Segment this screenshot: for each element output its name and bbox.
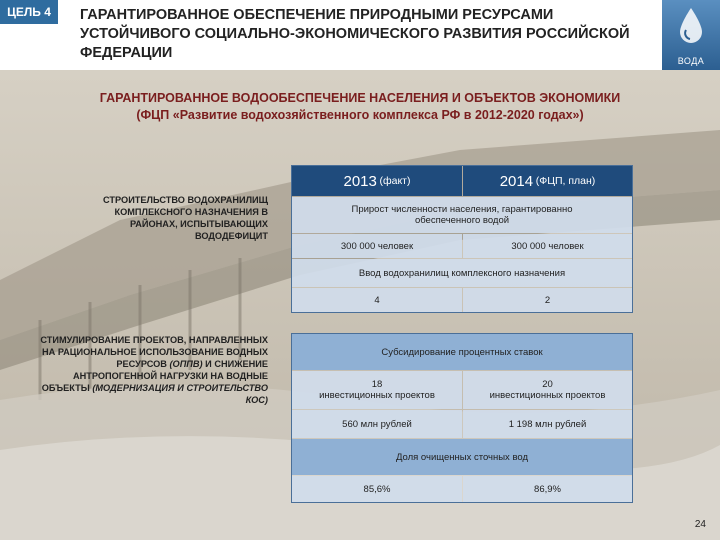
investment-2013-count: 18 [371,379,383,390]
wastewater-title: Доля очищенных сточных вод [292,439,632,475]
header-2013-year: 2013 [343,172,377,190]
header-2013 [292,166,462,196]
investment-2014-label: инвестиционных проектов [489,390,606,401]
subsidy-title: Субсидирование процентных ставок [292,334,632,370]
reservoirs-title: Ввод водохранилищ комплексного назначения [292,259,632,287]
subtitle-line-1: ГАРАНТИРОВАННОЕ ВОДООБЕСПЕЧЕНИЕ НАСЕЛЕНИЯ И ОБЪЕКТОВ ЭКОНОМИКИ [99,91,621,105]
left-label-projects-main: СТИМУЛИРОВАНИЕ ПРОЕКТОВ, НАПРАВЛЕННЫХ НА РАЦИОНАЛЬНОЕ ИСПОЛЬЗОВАНИЕ ВОДНЫХ РЕСУРСОВ [40,335,268,369]
investment-2013-label: инвестиционных проектов [319,390,435,401]
water-label: ВОДА [677,56,705,66]
header-2014 [463,166,632,196]
investment-2013 [292,371,462,409]
wastewater-2013: 85,6% [292,476,462,502]
left-label-projects-mid: И СНИЖЕНИЕ АНТРОПОГЕННОЙ НАГРУЗКИ НА ВОДНЫЕ ОБЪЕКТЫ [41,359,268,393]
header-2013-note: (факт) [379,175,411,187]
population-title: Прирост численности населения, гарантированно обеспеченного водой [292,197,632,233]
reservoirs-2013: 4 [292,288,462,312]
left-label-reservoirs: СТРОИТЕЛЬСТВО ВОДОХРАНИЛИЩ КОМПЛЕКСНОГО НАЗНАЧЕНИЯ В РАЙОНАХ, ИСПЫТЫВАЮЩИХ ВОДОДЕФИЦИТ [103,195,268,241]
page-number: 24 [694,519,706,530]
subtitle-line-2: (ФЦП «Развитие водохозяйственного комплекса РФ в 2012-2020 годах») [136,108,584,122]
water-drop-icon [676,6,706,46]
goal-badge: ЦЕЛЬ 4 [0,0,58,24]
population-2014: 300 000 человек [463,234,632,258]
page-title: ГАРАНТИРОВАННОЕ ОБЕСПЕЧЕНИЕ ПРИРОДНЫМИ РЕСУРСАМИ УСТОЙЧИВОГО СОЦИАЛЬНО-ЭКОНОМИЧЕСКОГО РАЗВИТИЯ РОССИЙСКОЙ ФЕДЕРАЦИИ [80,7,630,61]
water-logo [662,0,720,70]
investment-2014 [463,371,632,409]
investment-2014-count: 20 [542,379,553,390]
rubles-2014: 1 198 млн рублей [463,410,632,438]
left-label-projects-kos: (МОДЕРНИЗАЦИЯ И СТРОИТЕЛЬСТВО КОС) [92,383,268,405]
reservoirs-2014: 2 [463,288,632,312]
rubles-2013: 560 млн рублей [292,410,462,438]
left-label-projects [40,334,268,406]
left-label-projects-oppv: (ОППВ) [169,359,203,369]
section-subtitle [40,90,680,124]
header-2014-year: 2014 [499,172,534,190]
wastewater-2014: 86,9% [463,476,632,502]
header-2014-note: (ФЦП, план) [535,175,596,187]
population-2013: 300 000 человек [292,234,462,258]
